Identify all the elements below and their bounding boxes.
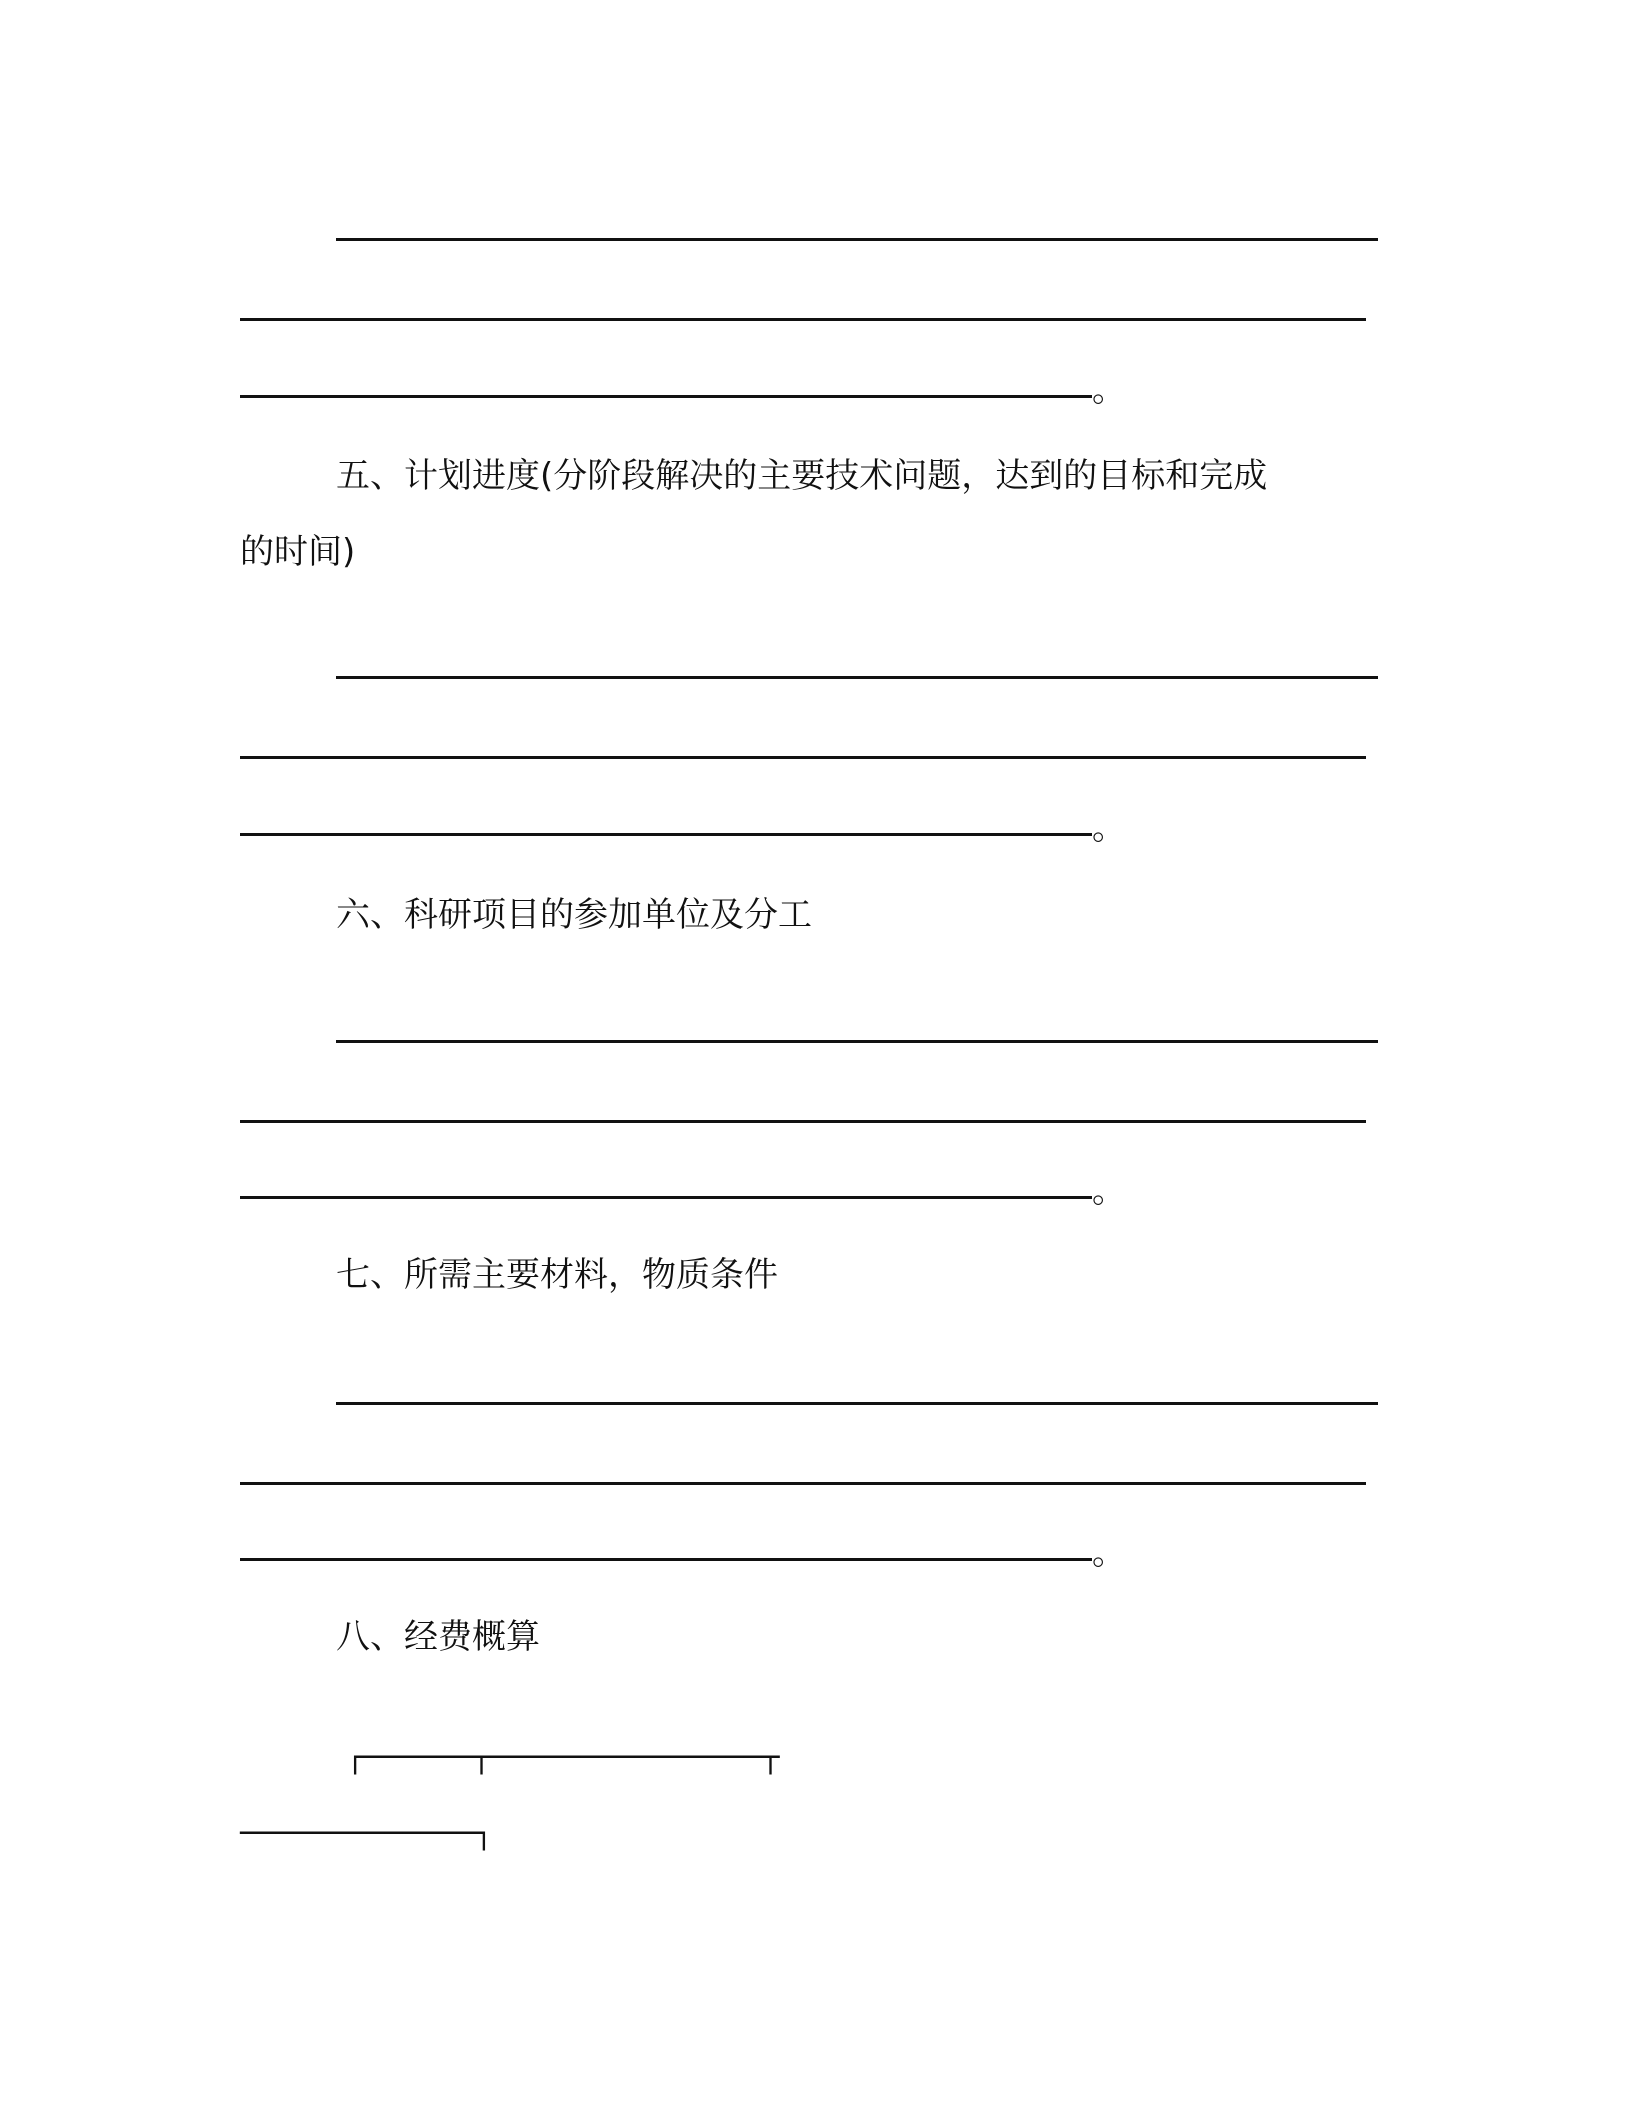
fill-in-line[interactable]	[336, 676, 1378, 679]
fill-in-line[interactable]	[240, 1558, 1092, 1561]
end-period: 。	[1092, 1533, 1126, 1573]
section-7-heading: 七、所需主要材料，物质条件	[336, 1255, 778, 1295]
fill-in-line[interactable]	[240, 395, 1092, 398]
fill-in-line[interactable]	[336, 1040, 1378, 1043]
fill-in-line[interactable]	[240, 318, 1366, 321]
fill-in-line[interactable]	[240, 756, 1366, 759]
section-5-heading-continued: 的时间)	[240, 532, 356, 572]
fill-in-line[interactable]	[240, 1196, 1092, 1199]
fill-in-line[interactable]	[336, 1402, 1378, 1405]
fill-in-line[interactable]	[336, 238, 1378, 241]
fill-in-line[interactable]	[240, 833, 1092, 836]
section-8-heading: 八、经费概算	[336, 1617, 540, 1657]
end-period: 。	[1092, 1171, 1126, 1211]
budget-table-top-border-continued: ─────────────┐	[240, 1816, 493, 1851]
section-5-heading: 五、计划进度(分阶段解决的主要技术问题，达到的目标和完成	[336, 456, 1268, 496]
section-6-heading: 六、科研项目的参加单位及分工	[336, 895, 812, 935]
fill-in-line[interactable]	[240, 1120, 1366, 1123]
budget-table-top-border: ┌──────┬───────────────┬	[346, 1740, 780, 1775]
fill-in-line[interactable]	[240, 1482, 1366, 1485]
end-period: 。	[1092, 370, 1126, 410]
end-period: 。	[1092, 808, 1126, 848]
